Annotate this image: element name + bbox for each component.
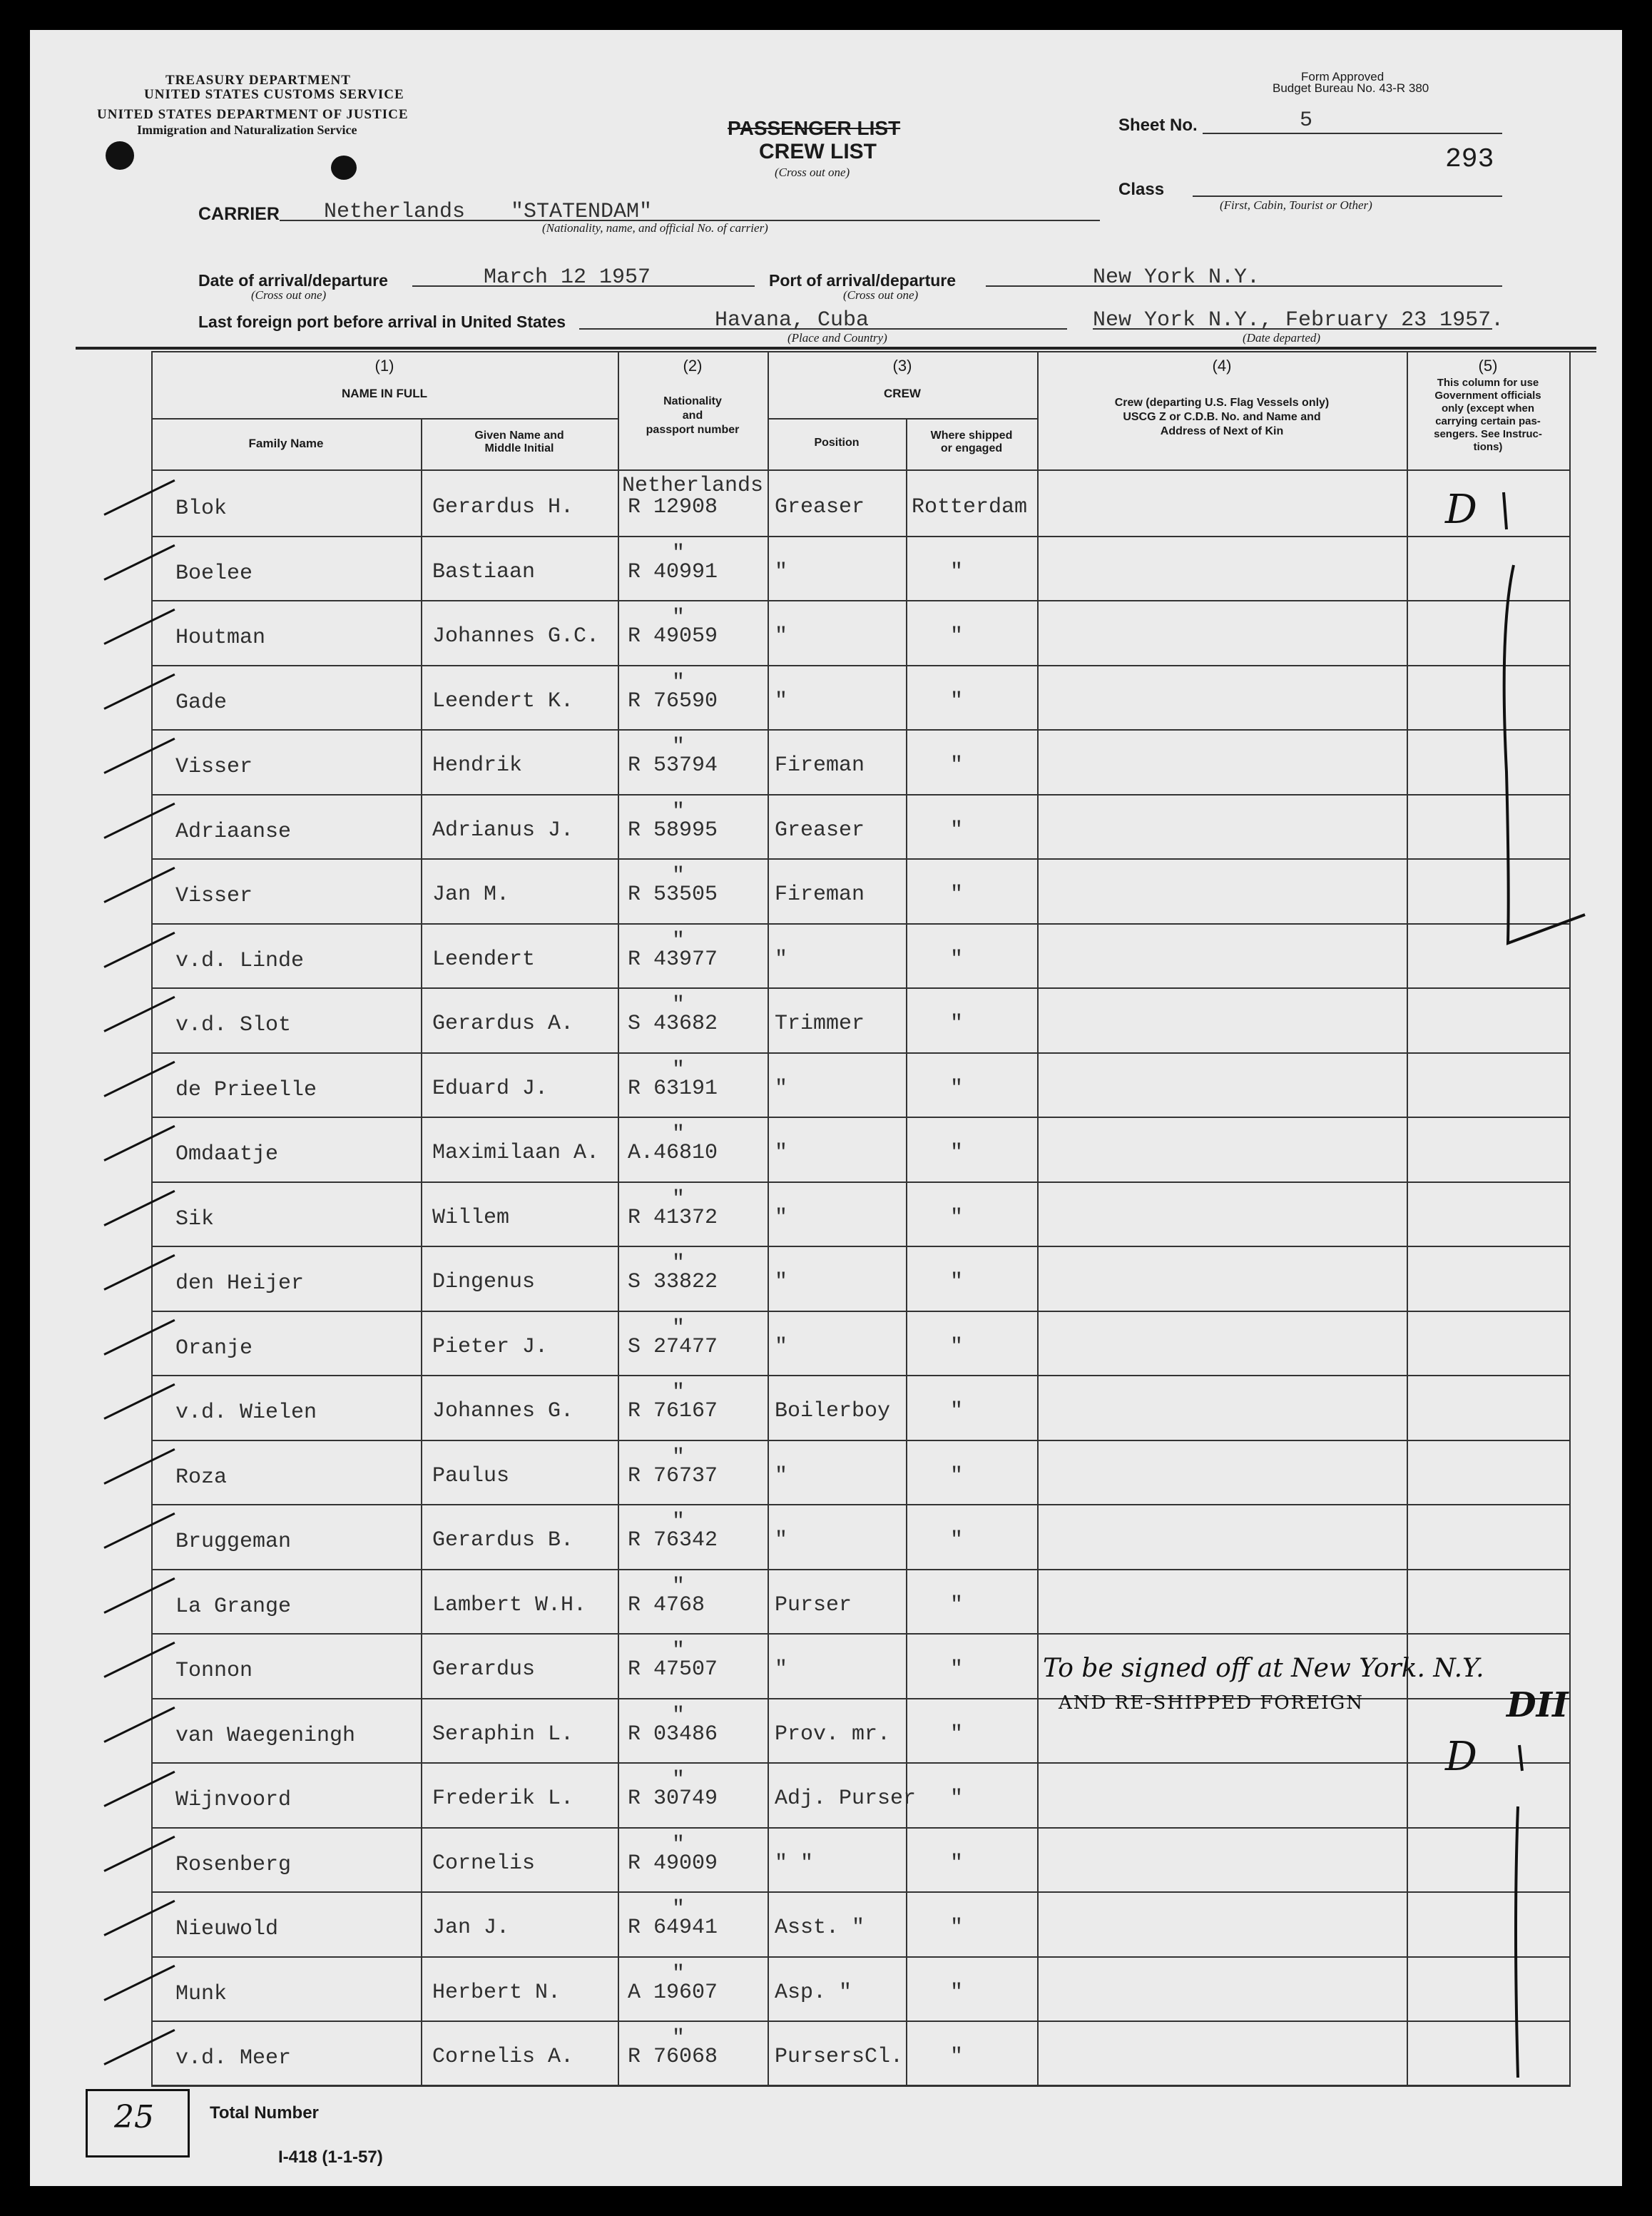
col5-header-5: sengers. See Instruc- [1434,428,1542,440]
col3-title: CREW [884,387,921,400]
shipped-from: " [950,1334,964,1359]
check-mark [103,479,175,516]
shipped-from: " [950,818,964,843]
page-number: 293 [1445,144,1494,175]
last-port-value: Havana, Cuba [715,308,870,332]
passport-number: R 49009 [628,1851,718,1876]
position: Asst. " [775,1916,865,1940]
col5-bracket-top [1478,487,1606,957]
position: " [775,1657,788,1682]
nationality: " [672,928,685,953]
position: Greaser [775,818,865,843]
given-name: Gerardus H. [432,495,574,519]
given-name: Willem [432,1205,510,1230]
col3b-header-1: Where shipped [930,430,1013,442]
row-divider [151,987,1571,989]
shipped-from: " [950,1851,964,1876]
row-divider [151,600,1571,601]
col2-header-1: Nationality [663,395,722,407]
passport-number: R 76342 [628,1528,718,1552]
row-divider [151,1891,1571,1893]
shipped-from: " [950,559,964,584]
row-divider [151,1569,1571,1570]
shipped-from: " [950,1528,964,1552]
shipped-from: " [950,947,964,972]
position: " [775,1076,788,1101]
position: " [775,1270,788,1294]
nationality: " [672,1703,685,1728]
check-mark [103,1318,175,1355]
nationality: " [672,1122,685,1147]
family-name: La Grange [175,1594,292,1619]
check-mark [103,931,175,967]
shipped-from: " [950,1141,964,1165]
note-signed-off: To be signed off at New York. N.Y. [1043,1654,1484,1683]
row-divider [151,729,1571,731]
given-name: Gerardus B. [432,1528,574,1552]
passenger-list-crossed: PASSENGER LIST [728,117,901,139]
check-mark [103,1060,175,1097]
row-divider [151,536,1571,537]
passport-number: R 12908 [628,495,718,519]
last-port-label: Last foreign port before arrival in United States [198,312,566,331]
given-name: Adrianus J. [432,818,574,843]
position: " [775,1205,788,1230]
passport-number: A.46810 [628,1141,718,1165]
row-divider [151,1956,1571,1958]
shipped-from: " [950,1463,964,1488]
given-name: Gerardus A. [432,1012,574,1036]
nationality: Netherlands [622,474,764,498]
family-name: Roza [175,1465,228,1490]
position: " [775,1528,788,1552]
check-mark [103,1189,175,1226]
given-name: Bastiaan [432,559,536,584]
nationality: " [672,1574,685,1599]
given-name: Paulus [432,1463,510,1488]
row-divider [151,1375,1571,1376]
family-name: Blok [175,497,228,521]
check-mark [103,867,175,903]
port-hint: (Cross out one) [843,288,919,302]
sheet-label: Sheet No. [1118,116,1198,135]
shipped-from: " [950,2045,964,2069]
col1-title: NAME IN FULL [342,387,427,400]
passport-number: R 03486 [628,1722,718,1747]
carrier-name: "STATENDAM" [511,200,653,224]
passport-number: R 58995 [628,818,718,843]
row-divider [151,1117,1571,1118]
passport-number: S 33822 [628,1270,718,1294]
row-divider [151,665,1571,666]
nationality: " [672,864,685,888]
position: " [775,559,788,584]
shipped-from: " [950,1399,964,1423]
family-name: v.d. Slot [175,1013,292,1037]
col1a-header: Family Name [248,437,324,450]
family-name: Nieuwold [175,1917,279,1941]
nationality: " [672,1445,685,1470]
arrival-label: Date of arrival/departure [198,271,388,290]
check-mark [103,673,175,709]
family-name: de Prieelle [175,1077,317,1102]
passport-number: R 47507 [628,1657,718,1682]
nationality: " [672,799,685,824]
position: " [775,947,788,972]
given-name: Leendert K. [432,688,574,713]
position: " " [775,1851,814,1876]
row-divider [151,1181,1571,1183]
passport-number: R 53794 [628,753,718,778]
col5-header-4: carrying certain pas- [1435,415,1541,427]
check-mark [103,1964,175,2001]
shipped-from: Rotterdam [912,495,1028,519]
col5-header-2: Government officials [1434,390,1541,402]
form-number: I-418 (1-1-57) [278,2148,383,2167]
family-name: Wijnvoord [175,1788,292,1812]
position: Trimmer [775,1012,865,1036]
family-name: Visser [175,884,253,908]
passport-number: S 43682 [628,1012,718,1036]
col1b-header-1: Given Name and [474,430,564,442]
nationality: " [672,670,685,695]
agency-line-1: TREASURY DEPARTMENT [165,73,351,88]
given-name: Jan M. [432,883,510,907]
family-name: Rosenberg [175,1852,292,1877]
class-hint: (First, Cabin, Tourist or Other) [1220,198,1372,212]
row-divider [151,1246,1571,1247]
position: Greaser [775,495,865,519]
col2-header-3: passport number [646,424,740,436]
check-mark [103,2029,175,2065]
given-name: Jan J. [432,1916,510,1940]
given-name: Johannes G. [432,1399,574,1423]
col5-mark-top: D [1445,487,1477,533]
shipped-from: " [950,1012,964,1036]
family-name: Munk [175,1981,228,2006]
passport-number: R 4768 [628,1592,705,1617]
passport-number: A 19607 [628,1980,718,2005]
given-name: Lambert W.H. [432,1592,587,1617]
given-name: Hendrik [432,753,523,778]
col4-num: (4) [1212,357,1232,375]
passport-number: R 63191 [628,1076,718,1101]
col3a-header: Position [814,437,860,449]
check-mark [103,544,175,580]
family-name: Adriaanse [175,819,292,844]
given-name: Seraphin L. [432,1722,574,1747]
position: " [775,1463,788,1488]
family-name: Sik [175,1206,215,1231]
check-mark [103,802,175,838]
passport-number: R 41372 [628,1205,718,1230]
passport-number: R 76590 [628,688,718,713]
col5-mark-dii: DII [1506,1685,1569,1725]
shipped-from: " [950,1592,964,1617]
last-port-hint: (Place and Country) [787,331,887,345]
shipped-from: " [950,1076,964,1101]
shipped-from: " [950,1657,964,1682]
check-mark [103,1577,175,1613]
agency-line-3: UNITED STATES DEPARTMENT OF JUSTICE [97,107,409,122]
shipped-from: " [950,1916,964,1940]
position: PursersCl. [775,2045,904,2069]
arrival-hint: (Cross out one) [251,288,327,302]
col1-num: (1) [374,357,394,375]
row-divider [151,1827,1571,1829]
passport-number: R 53505 [628,883,718,907]
col5-header-1: This column for use [1437,377,1539,389]
shipped-from: " [950,1786,964,1811]
family-name: v.d. Meer [175,2046,292,2070]
carrier-nationality: Netherlands [324,200,466,224]
check-mark [103,1900,175,1936]
given-name: Dingenus [432,1270,536,1294]
nationality: " [672,735,685,759]
row-divider [151,1311,1571,1312]
given-name: Johannes G.C. [432,624,600,649]
cross-out-note: (Cross out one) [775,166,850,179]
family-name: v.d. Linde [175,948,305,973]
given-name: Frederik L. [432,1786,574,1811]
family-name: Oranje [175,1336,253,1361]
col5-bracket-bottom [1485,1742,1542,2099]
port-value: New York N.Y. [1093,265,1260,290]
nationality: " [672,1316,685,1341]
given-name: Pieter J. [432,1334,549,1359]
row-divider [151,1440,1571,1441]
col4-header-3: Address of Next of Kin [1160,425,1284,437]
check-mark [103,1771,175,1807]
position: " [775,624,788,649]
shipped-from: " [950,1980,964,2005]
total-label: Total Number [210,2103,319,2123]
budget-bureau: Budget Bureau No. 43-R 380 [1273,81,1429,95]
shipped-from: " [950,1205,964,1230]
passport-number: R 30749 [628,1786,718,1811]
col4-header-1: Crew (departing U.S. Flag Vessels only) [1114,397,1330,409]
check-mark [103,1835,175,1871]
check-mark [103,996,175,1032]
position: Prov. mr. [775,1722,891,1747]
col4-header-2: USCG Z or C.D.B. No. and Name and [1123,411,1321,423]
col5-header-6: tions) [1473,441,1503,453]
row-divider [151,794,1571,796]
family-name: den Heijer [175,1271,305,1296]
row-divider [151,923,1571,925]
passport-number: R 76737 [628,1463,718,1488]
check-mark [103,609,175,645]
nationality: " [672,1057,685,1082]
total-value: 25 [114,2099,154,2135]
crew-list-title: CREW LIST [759,140,877,163]
class-label: Class [1118,180,1165,199]
family-name: Bruggeman [175,1530,292,1554]
col1b-header-2: Middle Initial [484,442,554,454]
position: Boilerboy [775,1399,891,1423]
passport-number: R 43977 [628,947,718,972]
family-name: Omdaatje [175,1142,279,1167]
shipped-from: " [950,688,964,713]
nationality: " [672,1897,685,1921]
family-name: v.d. Wielen [175,1401,317,1425]
check-mark [103,1254,175,1291]
family-name: van Waegeningh [175,1723,356,1748]
position: Asp. " [775,1980,852,2005]
position: Fireman [775,883,865,907]
position: Adj. Purser [775,1786,917,1811]
given-name: Eduard J. [432,1076,549,1101]
position: " [775,688,788,713]
nationality: " [672,1251,685,1276]
row-divider [151,1052,1571,1054]
given-name: Cornelis [432,1851,536,1876]
given-name: Cornelis A. [432,2045,574,2069]
col3-num: (3) [892,357,912,375]
nationality: " [672,1639,685,1663]
col5-mark-d2: D [1445,1734,1477,1780]
check-mark [103,738,175,774]
family-name: Tonnon [175,1659,253,1683]
agency-line-2: UNITED STATES CUSTOMS SERVICE [144,87,404,102]
carrier-hint: (Nationality, name, and official No. of carrier) [542,221,768,235]
nationality: " [672,1768,685,1792]
row-divider [151,1633,1571,1635]
nationality: " [672,541,685,566]
position: Purser [775,1592,852,1617]
check-mark [103,1448,175,1484]
position: " [775,1141,788,1165]
given-name: Gerardus [432,1657,536,1682]
shipped-from: " [950,883,964,907]
agency-line-4: Immigration and Naturalization Service [137,123,357,137]
nationality: " [672,1381,685,1405]
carrier-label: CARRIER [198,204,280,224]
port-label: Port of arrival/departure [769,271,957,290]
ink-blot [106,141,134,170]
nationality: " [672,606,685,630]
nationality: " [672,1186,685,1211]
arrival-value: March 12 1957 [484,265,651,290]
position: " [775,1334,788,1359]
passport-number: R 64941 [628,1916,718,1940]
shipped-from: " [950,1270,964,1294]
family-name: Gade [175,690,228,715]
form-sheet [30,30,1622,2186]
passport-number: S 27477 [628,1334,718,1359]
row-divider [151,2021,1571,2022]
col5-num: (5) [1478,357,1498,375]
row-divider [151,1504,1571,1505]
nationality: " [672,1510,685,1534]
given-name: Herbert N. [432,1980,561,2005]
row-divider [151,1762,1571,1764]
check-mark [103,1513,175,1549]
col3b-header-2: or engaged [940,442,1003,454]
check-mark [103,1706,175,1742]
shipped-from: " [950,624,964,649]
col5-header-3: only (except when [1441,402,1535,415]
col2-num: (2) [683,357,703,375]
family-name: Visser [175,755,253,779]
nationality: " [672,993,685,1017]
shipped-from: " [950,1722,964,1747]
sheet-value: 5 [1300,108,1313,133]
nationality: " [672,1961,685,1986]
col2-header-2: and [682,410,703,422]
passport-number: R 76068 [628,2045,718,2069]
given-name: Maximilaan A. [432,1141,600,1165]
check-mark [103,1383,175,1420]
passport-number: R 76167 [628,1399,718,1423]
check-mark [103,1642,175,1678]
nationality: " [672,1832,685,1857]
family-name: Houtman [175,626,266,650]
ink-blot [331,156,357,180]
shipped-from: " [950,753,964,778]
departed-hint: (Date departed) [1243,331,1321,345]
given-name: Leendert [432,947,536,972]
passport-number: R 49059 [628,624,718,649]
family-name: Boelee [175,561,253,586]
nationality: " [672,2026,685,2050]
note-reshipped: AND RE-SHIPPED FOREIGN [1059,1692,1364,1714]
position: Fireman [775,753,865,778]
departed-value: New York N.Y., February 23 1957. [1093,308,1504,332]
check-mark [103,1125,175,1162]
row-divider [151,858,1571,860]
passport-number: R 40991 [628,559,718,584]
form-approved: Form Approved [1301,70,1385,83]
